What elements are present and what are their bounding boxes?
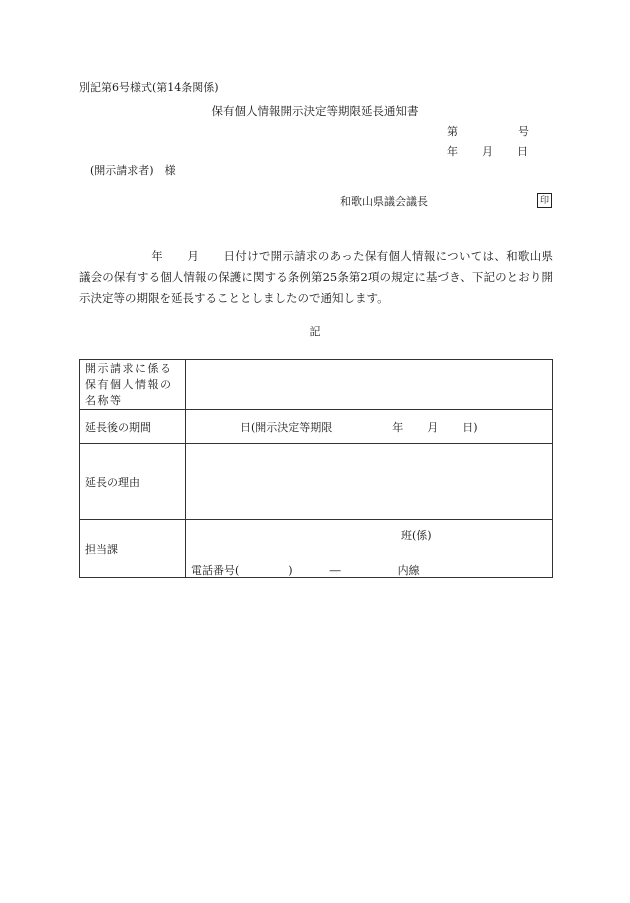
value-department[interactable] [186, 520, 553, 578]
document-number-suffix: 号 [518, 125, 529, 138]
label-extended-period: 延長後の期間 [80, 410, 186, 444]
label-information-name [80, 360, 186, 410]
department-phone [191, 562, 420, 578]
body-year-label: 年 [151, 249, 164, 263]
body-main-text: 日付けで開示請求のあった保有個人情報については、和歌山県議会の保有する個人情報の保護に関する条例第25条第2項の規定に基づき、下記のとおり開示決定等の期限を延長することとしましたので通知します。 [79, 249, 554, 305]
table-row-extended-period [80, 410, 553, 444]
notice-paragraph [79, 246, 553, 309]
phone-close-paren: ) [288, 564, 293, 577]
document-number-prefix: 第 [447, 125, 458, 138]
value-information-name[interactable] [186, 360, 553, 410]
body-month-label: 月 [187, 249, 200, 263]
department-section: 班(係) [401, 529, 432, 542]
table-row-reason [80, 444, 553, 520]
label-department: 担当課 [80, 520, 186, 578]
requester-address: (開示請求者) 様 [90, 164, 176, 177]
phone-dash: ― [329, 564, 341, 577]
period-year-label: 年 [392, 420, 404, 434]
issuer-name: 和歌山県議会議長 [340, 195, 428, 208]
date-day-label: 日 [517, 145, 528, 158]
ki-heading: 記 [309, 325, 321, 338]
extension-label: 内線 [397, 564, 420, 577]
label-line: 開示請求に係る [85, 361, 173, 375]
info-table [79, 359, 553, 578]
label-line: 名称等 [85, 393, 123, 407]
notice-body [79, 246, 553, 309]
value-reason[interactable] [186, 444, 553, 520]
label-reason: 延長の理由 [80, 444, 186, 520]
date-year-label: 年 [447, 145, 458, 158]
period-day-close: 日) [462, 420, 478, 434]
table-row-department [80, 520, 553, 578]
value-extended-period[interactable] [186, 410, 553, 444]
document-title: 保有個人情報開示決定等期限延長通知書 [211, 104, 419, 118]
phone-label: 電話番号( [191, 564, 240, 577]
table-row-information-name [80, 360, 553, 410]
label-line: 保有個人情報の [85, 377, 173, 391]
date-month-label: 月 [482, 145, 493, 158]
seal-box: 印 [537, 193, 552, 208]
period-day-deadline: 日(開示決定等期限 [240, 420, 333, 434]
form-reference: 別記第6号様式(第14条関係) [79, 81, 219, 94]
period-month-label: 月 [427, 420, 439, 434]
